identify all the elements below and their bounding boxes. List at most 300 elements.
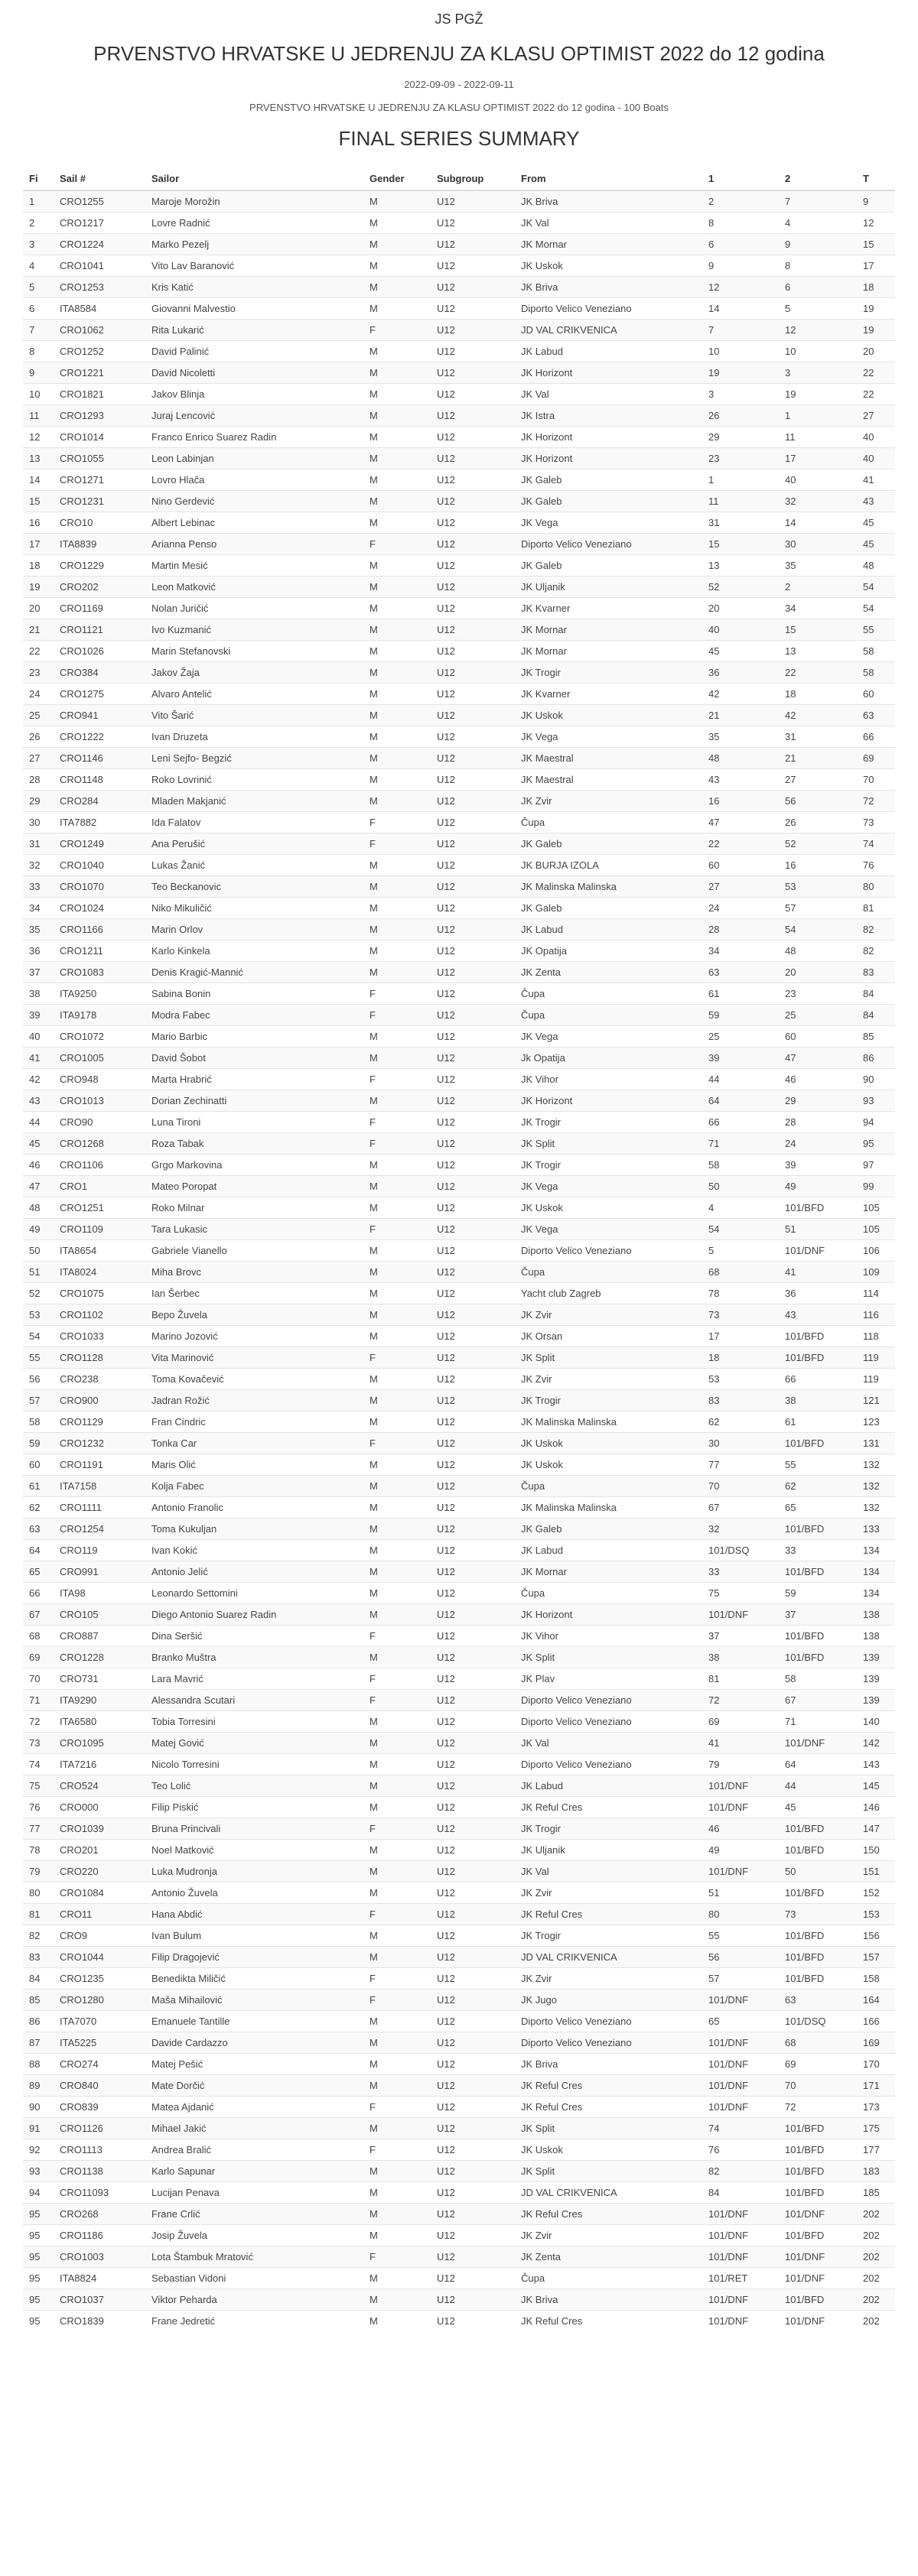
cell-sailor: Ivo Kuzmanić xyxy=(145,619,363,640)
cell-subgroup: U12 xyxy=(431,2053,515,2074)
cell-subgroup: U12 xyxy=(431,1111,515,1132)
cell-from: JK Horizont xyxy=(515,426,702,447)
cell-total: 80 xyxy=(857,875,895,897)
cell-from: JK BURJA IZOLA xyxy=(515,854,702,875)
cell-sail: CRO1013 xyxy=(54,1090,145,1111)
cell-subgroup: U12 xyxy=(431,619,515,640)
cell-gender: M xyxy=(363,1539,431,1561)
event-subtitle: PRVENSTVO HRVATSKE U JEDRENJU ZA KLASU OPTIMIST 2022 do 12 godina - 100 Boats xyxy=(249,102,669,113)
cell-fi: 44 xyxy=(23,1111,54,1132)
cell-race-2: 101/BFD xyxy=(779,1518,857,1539)
cell-subgroup: U12 xyxy=(431,1132,515,1154)
cell-from: JK Zvir xyxy=(515,1967,702,1989)
cell-gender: M xyxy=(363,2267,431,2289)
cell-sail: CRO105 xyxy=(54,1603,145,1625)
col-header-from: From xyxy=(515,168,702,190)
cell-fi: 95 xyxy=(23,2246,54,2267)
cell-sailor: Fran Cindric xyxy=(145,1411,363,1432)
cell-gender: M xyxy=(363,383,431,404)
table-row xyxy=(23,640,895,661)
cell-gender: M xyxy=(363,2160,431,2181)
table-row xyxy=(23,233,895,255)
cell-total: 132 xyxy=(857,1454,895,1475)
cell-subgroup: U12 xyxy=(431,319,515,340)
table-row xyxy=(23,2139,895,2160)
cell-sailor: Sebastian Vidoni xyxy=(145,2267,363,2289)
cell-total: 153 xyxy=(857,1903,895,1925)
cell-race-2: 57 xyxy=(779,897,857,918)
cell-sailor: Marko Pezelj xyxy=(145,233,363,255)
cell-sail: CRO1121 xyxy=(54,619,145,640)
cell-total: 145 xyxy=(857,1775,895,1796)
cell-gender: M xyxy=(363,1261,431,1282)
cell-race-1: 6 xyxy=(702,233,779,255)
cell-race-2: 66 xyxy=(779,1368,857,1389)
cell-race-1: 70 xyxy=(702,1475,779,1496)
cell-race-2: 36 xyxy=(779,1282,857,1304)
cell-gender: M xyxy=(363,1796,431,1817)
cell-sailor: Filip Dragojević xyxy=(145,1946,363,1967)
cell-subgroup: U12 xyxy=(431,2010,515,2032)
table-row xyxy=(23,790,895,811)
cell-race-1: 31 xyxy=(702,512,779,533)
cell-fi: 7 xyxy=(23,319,54,340)
cell-race-1: 48 xyxy=(702,747,779,768)
cell-race-1: 101/DNF xyxy=(702,2203,779,2224)
cell-sail: CRO202 xyxy=(54,576,145,597)
cell-race-2: 101/BFD xyxy=(779,1882,857,1903)
cell-fi: 95 xyxy=(23,2289,54,2310)
table-row xyxy=(23,1668,895,1689)
cell-race-2: 101/BFD xyxy=(779,1561,857,1582)
cell-from: Diporto Velico Veneziano xyxy=(515,1710,702,1732)
cell-race-2: 27 xyxy=(779,768,857,790)
cell-from: Čupa xyxy=(515,1475,702,1496)
cell-total: 121 xyxy=(857,1389,895,1411)
cell-subgroup: U12 xyxy=(431,683,515,704)
cell-race-1: 101/DSQ xyxy=(702,1539,779,1561)
cell-race-2: 13 xyxy=(779,640,857,661)
cell-gender: M xyxy=(363,340,431,362)
cell-total: 94 xyxy=(857,1111,895,1132)
cell-fi: 31 xyxy=(23,833,54,854)
cell-sailor: Lucijan Penava xyxy=(145,2181,363,2203)
cell-subgroup: U12 xyxy=(431,1582,515,1603)
cell-total: 55 xyxy=(857,619,895,640)
cell-total: 95 xyxy=(857,1132,895,1154)
cell-sail: CRO1252 xyxy=(54,340,145,362)
cell-sail: CRO1033 xyxy=(54,1325,145,1346)
cell-from: JK Reful Cres xyxy=(515,2203,702,2224)
cell-sail: CRO201 xyxy=(54,1839,145,1860)
cell-from: JK Maestral xyxy=(515,747,702,768)
cell-total: 93 xyxy=(857,1090,895,1111)
cell-sailor: Lota Štambuk Mratović xyxy=(145,2246,363,2267)
cell-sailor: Antonio Franolic xyxy=(145,1496,363,1518)
cell-sail: CRO1129 xyxy=(54,1411,145,1432)
table-row xyxy=(23,1111,895,1132)
cell-sailor: Arianna Penso xyxy=(145,533,363,554)
cell-gender: F xyxy=(363,2096,431,2117)
cell-gender: M xyxy=(363,490,431,512)
cell-from: JK Galeb xyxy=(515,833,702,854)
cell-from: JK Labud xyxy=(515,918,702,940)
cell-race-1: 101/DNF xyxy=(702,1860,779,1882)
table-row xyxy=(23,1282,895,1304)
club-name: JS PGŽ xyxy=(435,11,483,27)
cell-fi: 9 xyxy=(23,362,54,383)
cell-sail: CRO991 xyxy=(54,1561,145,1582)
cell-sail: ITA8839 xyxy=(54,533,145,554)
cell-total: 19 xyxy=(857,319,895,340)
cell-from: JK Vega xyxy=(515,1175,702,1197)
cell-fi: 41 xyxy=(23,1047,54,1068)
cell-total: 9 xyxy=(857,190,895,213)
cell-from: JK Uskok xyxy=(515,704,702,726)
cell-total: 202 xyxy=(857,2310,895,2331)
cell-from: JK Split xyxy=(515,2160,702,2181)
cell-race-1: 101/DNF xyxy=(702,2032,779,2053)
cell-total: 74 xyxy=(857,833,895,854)
cell-race-1: 57 xyxy=(702,1967,779,1989)
cell-total: 15 xyxy=(857,233,895,255)
table-row xyxy=(23,1496,895,1518)
cell-race-2: 5 xyxy=(779,297,857,319)
cell-subgroup: U12 xyxy=(431,1689,515,1710)
cell-gender: M xyxy=(363,576,431,597)
cell-sailor: Viktor Peharda xyxy=(145,2289,363,2310)
table-row xyxy=(23,2010,895,2032)
cell-race-2: 37 xyxy=(779,1603,857,1625)
cell-race-1: 101/DNF xyxy=(702,2224,779,2246)
cell-sailor: Tonka Car xyxy=(145,1432,363,1454)
cell-sailor: Matea Ajdanić xyxy=(145,2096,363,2117)
cell-subgroup: U12 xyxy=(431,897,515,918)
cell-from: JK Uskok xyxy=(515,255,702,276)
cell-subgroup: U12 xyxy=(431,1346,515,1368)
table-row xyxy=(23,1346,895,1368)
cell-race-1: 101/DNF xyxy=(702,2289,779,2310)
cell-sailor: Nicolo Torresini xyxy=(145,1753,363,1775)
cell-race-1: 37 xyxy=(702,1625,779,1646)
cell-sailor: Davide Cardazzo xyxy=(145,2032,363,2053)
cell-total: 82 xyxy=(857,918,895,940)
cell-race-1: 53 xyxy=(702,1368,779,1389)
cell-sailor: Matej Pešić xyxy=(145,2053,363,2074)
cell-fi: 67 xyxy=(23,1603,54,1625)
cell-race-2: 19 xyxy=(779,383,857,404)
table-row xyxy=(23,2117,895,2139)
cell-race-1: 101/RET xyxy=(702,2267,779,2289)
cell-race-1: 54 xyxy=(702,1218,779,1239)
cell-race-1: 24 xyxy=(702,897,779,918)
cell-gender: M xyxy=(363,469,431,490)
cell-subgroup: U12 xyxy=(431,447,515,469)
cell-race-1: 19 xyxy=(702,362,779,383)
cell-race-1: 13 xyxy=(702,554,779,576)
cell-subgroup: U12 xyxy=(431,1989,515,2010)
cell-sailor: Toma Kovačević xyxy=(145,1368,363,1389)
cell-sailor: Bepo Žuvela xyxy=(145,1304,363,1325)
cell-gender: M xyxy=(363,233,431,255)
cell-gender: M xyxy=(363,2032,431,2053)
cell-race-1: 101/DNF xyxy=(702,1989,779,2010)
cell-sail: CRO238 xyxy=(54,1368,145,1389)
cell-race-1: 25 xyxy=(702,1025,779,1047)
cell-subgroup: U12 xyxy=(431,961,515,983)
table-row xyxy=(23,447,895,469)
cell-fi: 90 xyxy=(23,2096,54,2117)
cell-subgroup: U12 xyxy=(431,1475,515,1496)
cell-subgroup: U12 xyxy=(431,1625,515,1646)
cell-race-1: 64 xyxy=(702,1090,779,1111)
cell-fi: 28 xyxy=(23,768,54,790)
cell-race-1: 71 xyxy=(702,1132,779,1154)
cell-gender: M xyxy=(363,1454,431,1475)
cell-from: JK Reful Cres xyxy=(515,2310,702,2331)
table-row xyxy=(23,940,895,961)
cell-from: JK Uskok xyxy=(515,1197,702,1218)
cell-from: JK Horizont xyxy=(515,447,702,469)
cell-total: 143 xyxy=(857,1753,895,1775)
cell-race-1: 82 xyxy=(702,2160,779,2181)
table-row xyxy=(23,297,895,319)
table-row xyxy=(23,2032,895,2053)
cell-from: JK Trogir xyxy=(515,1154,702,1175)
cell-gender: M xyxy=(363,1389,431,1411)
cell-sail: CRO1070 xyxy=(54,875,145,897)
cell-subgroup: U12 xyxy=(431,2160,515,2181)
cell-from: JK Zenta xyxy=(515,2246,702,2267)
cell-race-2: 3 xyxy=(779,362,857,383)
cell-from: JK Briva xyxy=(515,2289,702,2310)
cell-sailor: Leon Matković xyxy=(145,576,363,597)
cell-fi: 30 xyxy=(23,811,54,833)
cell-fi: 43 xyxy=(23,1090,54,1111)
cell-subgroup: U12 xyxy=(431,1817,515,1839)
cell-from: JK Reful Cres xyxy=(515,2096,702,2117)
cell-sail: ITA7070 xyxy=(54,2010,145,2032)
table-row xyxy=(23,661,895,683)
cell-fi: 61 xyxy=(23,1475,54,1496)
cell-gender: M xyxy=(363,1090,431,1111)
cell-race-2: 65 xyxy=(779,1496,857,1518)
cell-total: 45 xyxy=(857,533,895,554)
cell-sail: CRO1821 xyxy=(54,383,145,404)
cell-race-1: 66 xyxy=(702,1111,779,1132)
cell-total: 99 xyxy=(857,1175,895,1197)
cell-subgroup: U12 xyxy=(431,1411,515,1432)
table-row xyxy=(23,512,895,533)
cell-race-1: 69 xyxy=(702,1710,779,1732)
cell-sailor: Maris Olić xyxy=(145,1454,363,1475)
cell-race-2: 11 xyxy=(779,426,857,447)
cell-sail: CRO10 xyxy=(54,512,145,533)
table-row xyxy=(23,1925,895,1946)
cell-fi: 75 xyxy=(23,1775,54,1796)
cell-race-2: 101/BFD xyxy=(779,1197,857,1218)
cell-gender: M xyxy=(363,854,431,875)
cell-gender: M xyxy=(363,554,431,576)
cell-sailor: Ivan Bulum xyxy=(145,1925,363,1946)
cell-subgroup: U12 xyxy=(431,2267,515,2289)
cell-race-2: 9 xyxy=(779,233,857,255)
cell-gender: M xyxy=(363,768,431,790)
table-row xyxy=(23,1004,895,1025)
cell-race-2: 22 xyxy=(779,661,857,683)
cell-sailor: Dorian Zechinatti xyxy=(145,1090,363,1111)
cell-sail: CRO1128 xyxy=(54,1346,145,1368)
cell-gender: F xyxy=(363,1432,431,1454)
cell-total: 119 xyxy=(857,1368,895,1389)
cell-sailor: Benedikta Miličić xyxy=(145,1967,363,1989)
cell-total: 66 xyxy=(857,726,895,747)
cell-total: 118 xyxy=(857,1325,895,1346)
cell-sail: CRO1255 xyxy=(54,190,145,213)
cell-from: JK Galeb xyxy=(515,469,702,490)
cell-sailor: Niko Mikuličić xyxy=(145,897,363,918)
cell-sailor: Roza Tabak xyxy=(145,1132,363,1154)
cell-gender: M xyxy=(363,2053,431,2074)
cell-race-2: 101/DSQ xyxy=(779,2010,857,2032)
cell-total: 106 xyxy=(857,1239,895,1261)
cell-total: 139 xyxy=(857,1668,895,1689)
cell-subgroup: U12 xyxy=(431,1389,515,1411)
cell-gender: M xyxy=(363,1582,431,1603)
cell-total: 109 xyxy=(857,1261,895,1282)
cell-fi: 59 xyxy=(23,1432,54,1454)
cell-total: 18 xyxy=(857,276,895,297)
cell-race-1: 27 xyxy=(702,875,779,897)
cell-total: 134 xyxy=(857,1539,895,1561)
cell-gender: M xyxy=(363,1239,431,1261)
cell-gender: M xyxy=(363,1710,431,1732)
cell-subgroup: U12 xyxy=(431,1646,515,1668)
cell-total: 147 xyxy=(857,1817,895,1839)
cell-gender: M xyxy=(363,640,431,661)
cell-fi: 68 xyxy=(23,1625,54,1646)
cell-fi: 29 xyxy=(23,790,54,811)
cell-from: JK Zenta xyxy=(515,961,702,983)
table-row xyxy=(23,1261,895,1282)
cell-sail: CRO1024 xyxy=(54,897,145,918)
cell-fi: 13 xyxy=(23,447,54,469)
cell-fi: 32 xyxy=(23,854,54,875)
cell-subgroup: U12 xyxy=(431,1368,515,1389)
cell-fi: 12 xyxy=(23,426,54,447)
table-row xyxy=(23,1047,895,1068)
cell-total: 90 xyxy=(857,1068,895,1090)
cell-sail: CRO384 xyxy=(54,661,145,683)
cell-race-1: 84 xyxy=(702,2181,779,2203)
cell-fi: 71 xyxy=(23,1689,54,1710)
table-row xyxy=(23,1475,895,1496)
cell-from: JD VAL CRIKVENICA xyxy=(515,1946,702,1967)
cell-race-1: 73 xyxy=(702,1304,779,1325)
cell-total: 146 xyxy=(857,1796,895,1817)
table-row xyxy=(23,1432,895,1454)
cell-from: JK Reful Cres xyxy=(515,1796,702,1817)
cell-sail: CRO284 xyxy=(54,790,145,811)
cell-race-1: 21 xyxy=(702,704,779,726)
cell-race-1: 78 xyxy=(702,1282,779,1304)
cell-fi: 14 xyxy=(23,469,54,490)
cell-sail: CRO900 xyxy=(54,1389,145,1411)
cell-sailor: Tara Lukasic xyxy=(145,1218,363,1239)
cell-total: 140 xyxy=(857,1710,895,1732)
cell-gender: M xyxy=(363,1860,431,1882)
cell-sail: CRO9 xyxy=(54,1925,145,1946)
cell-gender: F xyxy=(363,1111,431,1132)
table-row xyxy=(23,619,895,640)
cell-race-2: 70 xyxy=(779,2074,857,2096)
cell-from: JK Plav xyxy=(515,1668,702,1689)
cell-sail: CRO268 xyxy=(54,2203,145,2224)
cell-sail: CRO1229 xyxy=(54,554,145,576)
cell-race-1: 40 xyxy=(702,619,779,640)
cell-from: JK Galeb xyxy=(515,490,702,512)
cell-sailor: Kolja Fabec xyxy=(145,1475,363,1496)
cell-subgroup: U12 xyxy=(431,2310,515,2331)
cell-fi: 64 xyxy=(23,1539,54,1561)
cell-fi: 49 xyxy=(23,1218,54,1239)
cell-fi: 85 xyxy=(23,1989,54,2010)
cell-sailor: Ivan Druzeta xyxy=(145,726,363,747)
cell-sail: CRO119 xyxy=(54,1539,145,1561)
cell-race-2: 16 xyxy=(779,854,857,875)
cell-race-1: 16 xyxy=(702,790,779,811)
cell-sailor: Leon Labinjan xyxy=(145,447,363,469)
cell-fi: 36 xyxy=(23,940,54,961)
cell-sailor: Miha Brovc xyxy=(145,1261,363,1282)
table-row xyxy=(23,1946,895,1967)
cell-from: JK Galeb xyxy=(515,554,702,576)
cell-race-2: 10 xyxy=(779,340,857,362)
cell-sail: CRO1003 xyxy=(54,2246,145,2267)
table-row xyxy=(23,1518,895,1539)
cell-sail: ITA8824 xyxy=(54,2267,145,2289)
cell-from: JK Mornar xyxy=(515,1561,702,1582)
table-row xyxy=(23,2310,895,2331)
cell-race-1: 80 xyxy=(702,1903,779,1925)
cell-race-1: 63 xyxy=(702,961,779,983)
cell-race-2: 68 xyxy=(779,2032,857,2053)
cell-race-1: 46 xyxy=(702,1817,779,1839)
cell-sail: ITA7216 xyxy=(54,1753,145,1775)
cell-fi: 57 xyxy=(23,1389,54,1411)
cell-subgroup: U12 xyxy=(431,2181,515,2203)
cell-race-1: 15 xyxy=(702,533,779,554)
table-row xyxy=(23,1154,895,1175)
table-row xyxy=(23,1454,895,1475)
cell-fi: 35 xyxy=(23,918,54,940)
cell-sailor: Giovanni Malvestio xyxy=(145,297,363,319)
cell-sail: CRO1839 xyxy=(54,2310,145,2331)
cell-race-1: 76 xyxy=(702,2139,779,2160)
cell-race-1: 77 xyxy=(702,1454,779,1475)
cell-total: 173 xyxy=(857,2096,895,2117)
cell-from: JK Vihor xyxy=(515,1068,702,1090)
cell-gender: M xyxy=(363,1603,431,1625)
cell-subgroup: U12 xyxy=(431,1882,515,1903)
cell-race-2: 101/BFD xyxy=(779,1625,857,1646)
table-row xyxy=(23,362,895,383)
cell-gender: M xyxy=(363,447,431,469)
cell-from: Diporto Velico Veneziano xyxy=(515,1753,702,1775)
cell-from: JK Mornar xyxy=(515,640,702,661)
cell-sailor: Dina Seršić xyxy=(145,1625,363,1646)
cell-race-1: 36 xyxy=(702,661,779,683)
